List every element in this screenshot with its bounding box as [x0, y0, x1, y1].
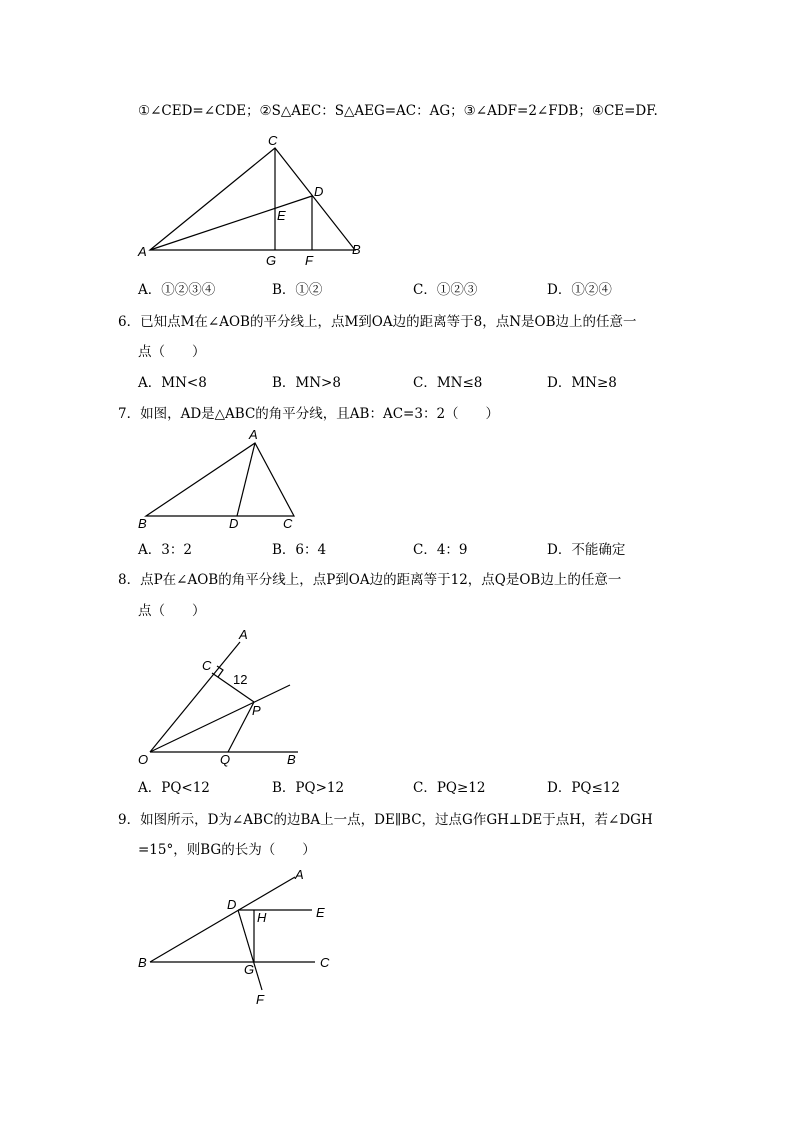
q7-triangle-abc: [146, 443, 294, 516]
q5-label-g: G: [266, 253, 277, 268]
q8-label-a: A: [239, 627, 248, 642]
q6-option-a[interactable]: A．MN<8: [138, 375, 207, 391]
q6-option-c[interactable]: C．MN≤8: [413, 375, 483, 391]
q5-label-f: F: [305, 253, 313, 268]
q8-label-p: P: [252, 703, 261, 718]
q8-label-length: 12: [233, 672, 248, 687]
q9-figure: [130, 862, 350, 1012]
q8-option-b[interactable]: B．PQ>12: [272, 780, 345, 796]
q7-figure: [130, 425, 310, 535]
q5-label-e: E: [277, 208, 286, 223]
q8-bisector-op: [150, 685, 290, 752]
q8-stem-line2: 点（ ）: [138, 603, 206, 619]
q9-label-f: F: [256, 992, 264, 1007]
q9-label-c: C: [320, 955, 330, 970]
q9-ray-ba: [150, 877, 295, 962]
q7-label-d: D: [229, 516, 239, 531]
q7-option-c[interactable]: C．4：9: [413, 542, 468, 558]
q6-stem-line1: 6．已知点M在∠AOB的平分线上，点M到OA边的距离等于8，点N是OB边上的任意一: [118, 314, 637, 330]
q6-option-b[interactable]: B．MN>8: [272, 375, 341, 391]
q8-ray-oa: [150, 642, 240, 752]
q8-label-q: Q: [220, 752, 231, 767]
q5-option-d[interactable]: D．①②④: [547, 282, 612, 298]
q5-option-b[interactable]: B．①②: [272, 282, 323, 298]
q5-label-d: D: [314, 184, 324, 199]
q8-option-d[interactable]: D．PQ≤12: [547, 780, 620, 796]
q5-option-c[interactable]: C．①②③: [413, 282, 478, 298]
q7-label-a: A: [249, 427, 258, 442]
q7-label-b: B: [138, 516, 147, 531]
q7-option-a[interactable]: A．3：2: [138, 542, 192, 558]
q9-label-e: E: [316, 905, 325, 920]
q5-label-a: A: [138, 244, 147, 259]
q5-segment-ad: [150, 196, 312, 250]
q8-option-a[interactable]: A．PQ<12: [138, 780, 210, 796]
q9-stem-line2: =15°，则BG的长为（ ）: [138, 842, 316, 858]
q9-label-g: G: [244, 962, 255, 977]
q5-label-c: C: [268, 133, 278, 148]
q6-stem-line2: 点（ ）: [138, 344, 206, 360]
q9-label-b: B: [138, 955, 147, 970]
q5-triangle-abc: [150, 148, 355, 250]
q5-option-a[interactable]: A．①②③④: [138, 282, 216, 298]
q7-stem-line1: 7．如图，AD是△ABC的角平分线，且AB：AC=3：2（ ）: [118, 406, 500, 422]
q9-label-a: A: [295, 867, 304, 882]
q9-label-d: D: [227, 897, 237, 912]
q8-stem-line1: 8．点P在∠AOB的角平分线上，点P到OA边的距离等于12，点Q是OB边上的任意一: [118, 572, 622, 588]
q8-right-angle-mark: [217, 666, 223, 677]
q8-figure: [130, 622, 330, 770]
q9-label-h: H: [257, 910, 267, 925]
q6-option-d[interactable]: D．MN≥8: [547, 375, 617, 391]
q5-label-b: B: [352, 242, 361, 257]
q5-statement: ①∠CED=∠CDE；②S△AEC：S△AEG=AC：AG；③∠ADF=2∠FDB；④CE=DF.: [138, 103, 658, 119]
q8-label-b: B: [287, 752, 296, 767]
q7-option-d[interactable]: D．不能确定: [547, 542, 626, 558]
q8-label-o: O: [138, 752, 149, 767]
q7-label-c: C: [283, 516, 293, 531]
q8-option-c[interactable]: C．PQ≥12: [413, 780, 486, 796]
q9-stem-line1: 9．如图所示，D为∠ABC的边BA上一点，DE∥BC，过点G作GH⊥DE于点H，若∠DGH: [118, 812, 653, 828]
q7-option-b[interactable]: B．6：4: [272, 542, 327, 558]
q5-figure: [130, 128, 370, 273]
q8-segment-pq: [228, 702, 254, 752]
q8-label-c: C: [202, 658, 212, 673]
